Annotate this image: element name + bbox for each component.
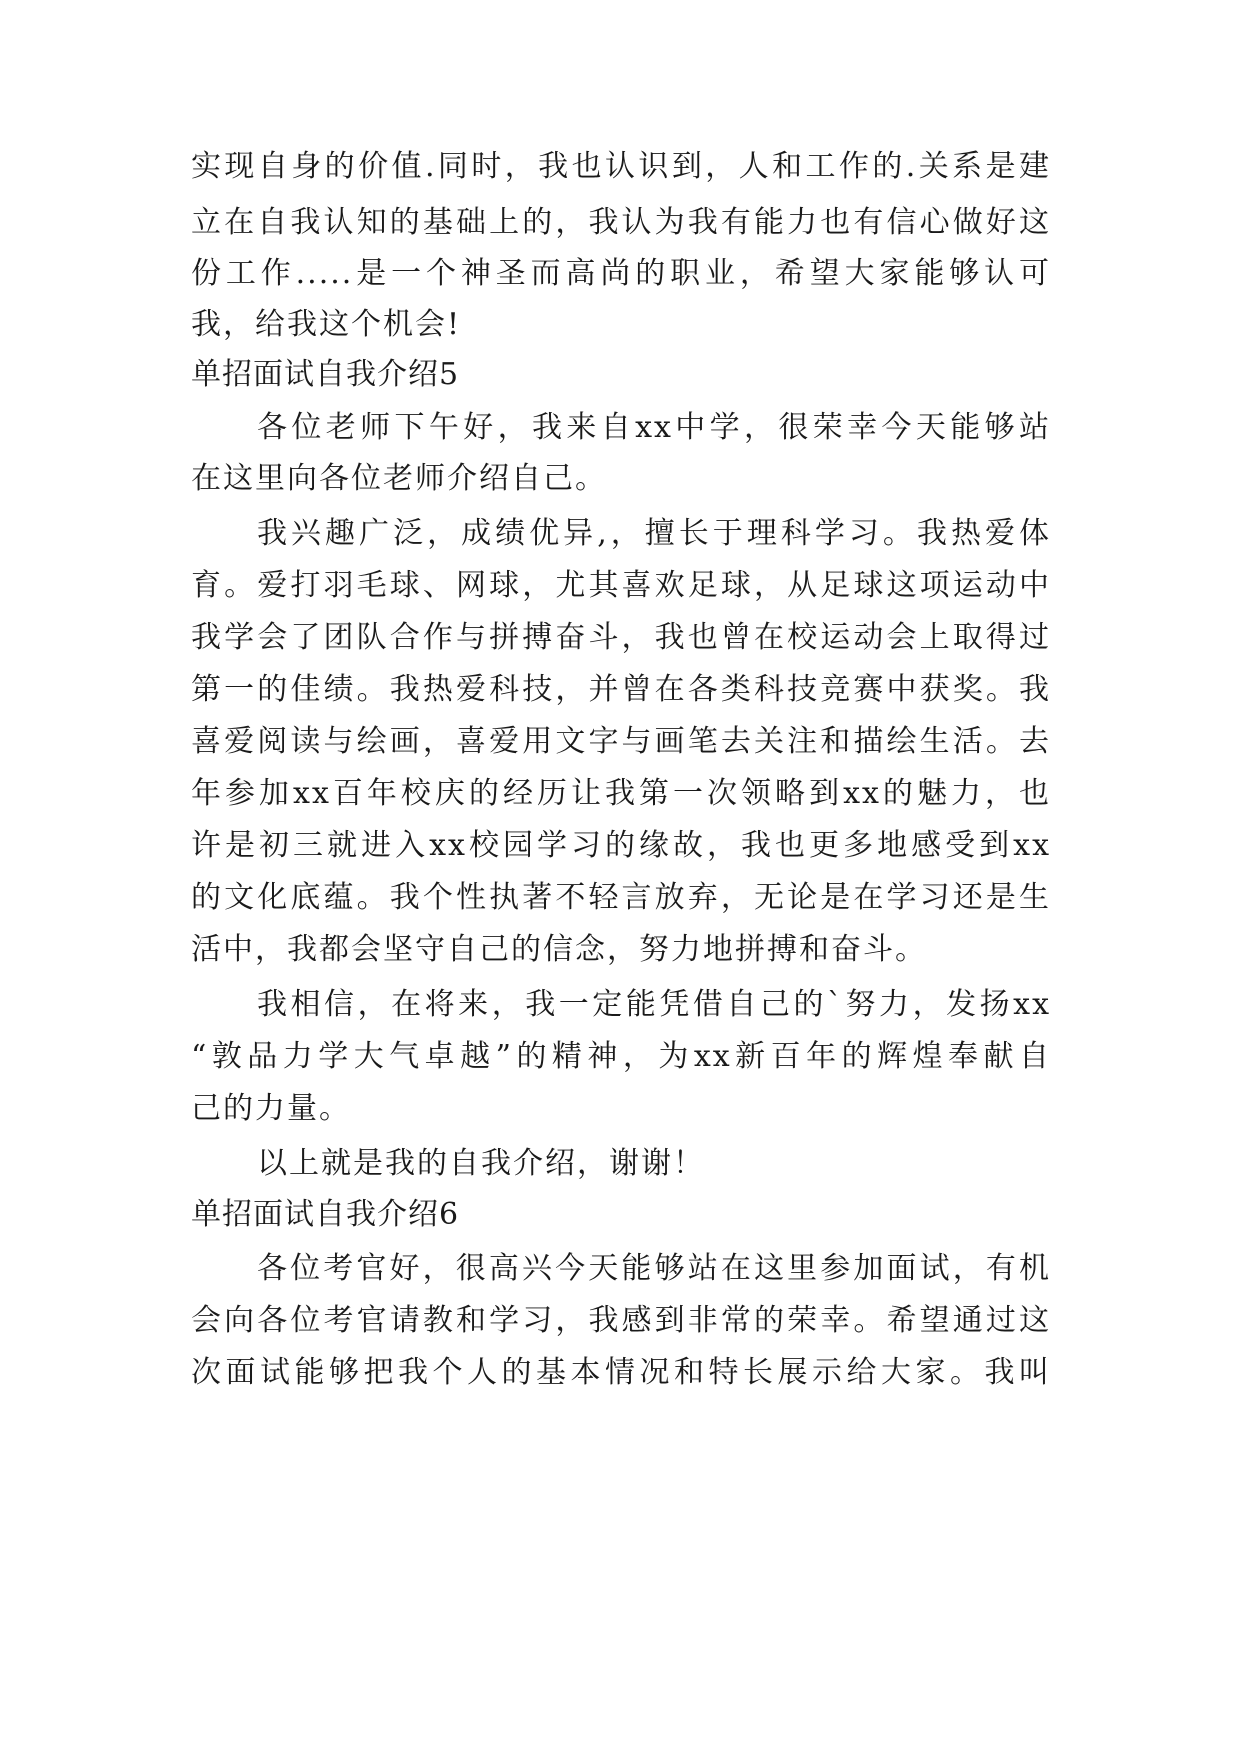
paragraph-line: 许是初三就进入xx校园学习的缘故，我也更多地感受到xx [191, 828, 1051, 863]
paragraph-line: 我兴趣广泛，成绩优异,，擅长于理科学习。我热爱体 [257, 516, 1051, 551]
section-title: 单招面试自我介绍5 [191, 357, 460, 392]
paragraph-line: 在这里向各位老师介绍自己。 [191, 461, 607, 496]
paragraph-line: 己的力量。 [191, 1091, 351, 1126]
paragraph-line: 我相信，在将来，我一定能凭借自己的`努力，发扬xx [257, 987, 1051, 1022]
paragraph-line: 的文化底蕴。我个性执著不轻言放弃，无论是在学习还是生 [191, 880, 1051, 915]
paragraph-line: 年参加xx百年校庆的经历让我第一次领略到xx的魅力，也 [191, 776, 1051, 811]
paragraph-line: 次面试能够把我个人的基本情况和特长展示给大家。我叫 [191, 1355, 1051, 1390]
section-title: 单招面试自我介绍6 [191, 1197, 460, 1232]
paragraph-line: 会向各位考官请教和学习，我感到非常的荣幸。希望通过这 [191, 1303, 1051, 1338]
text-line: 实现自身的价值.同时，我也认识到，人和工作的.关系是建 [191, 149, 1051, 184]
text-line: 立在自我认知的基础上的，我认为我有能力也有信心做好这 [191, 205, 1051, 240]
paragraph-line: 育。爱打羽毛球、网球，尤其喜欢足球，从足球这项运动中 [191, 568, 1051, 603]
paragraph-line: 以上就是我的自我介绍，谢谢！ [257, 1146, 705, 1181]
paragraph-line: 我学会了团队合作与拼搏奋斗，我也曾在校运动会上取得过 [191, 620, 1051, 655]
paragraph-line: 各位老师下午好，我来自xx中学，很荣幸今天能够站 [257, 410, 1051, 445]
text-line: 份工作.....是一个神圣而高尚的职业，希望大家能够认可 [191, 256, 1051, 291]
paragraph-line: 活中，我都会坚守自己的信念，努力地拼搏和奋斗。 [191, 932, 927, 967]
paragraph-line: 各位考官好，很高兴今天能够站在这里参加面试，有机 [257, 1251, 1051, 1286]
paragraph-line: 喜爱阅读与绘画，喜爱用文字与画笔去关注和描绘生活。去 [191, 724, 1051, 759]
text-line: 我，给我这个机会! [191, 307, 462, 342]
paragraph-line: “敦品力学大气卓越”的精神，为xx新百年的辉煌奉献自 [191, 1039, 1051, 1074]
paragraph-line: 第一的佳绩。我热爱科技，并曾在各类科技竞赛中获奖。我 [191, 672, 1051, 707]
